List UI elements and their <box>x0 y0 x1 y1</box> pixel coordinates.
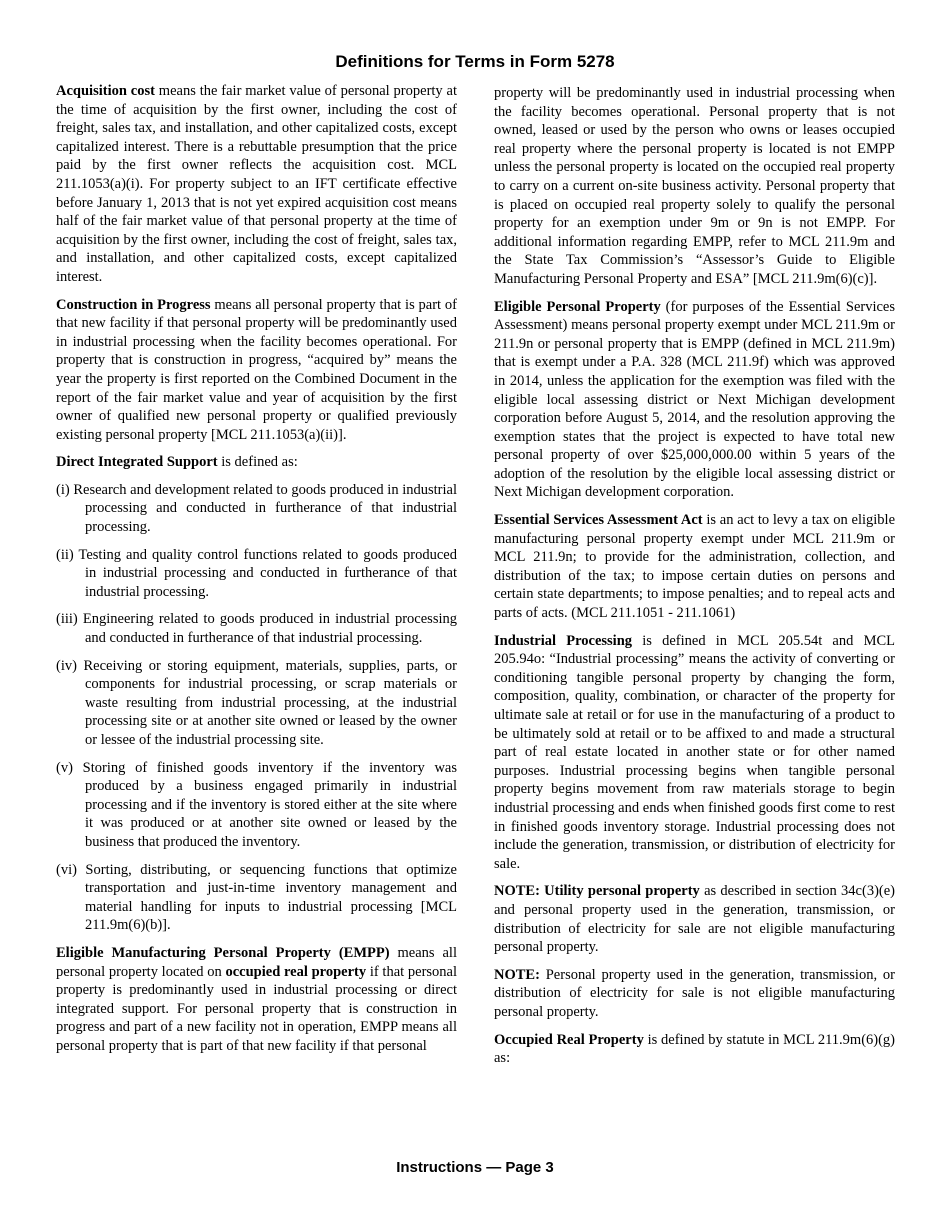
list-item: (i) Research and development related to goods produced in industrial processing and conducted in furtherance of that industrial processing. <box>56 481 457 536</box>
note-utility-term: NOTE: Utility personal property <box>494 883 700 900</box>
note-text: as described in section 34c(3)(e) and personal property used in the generation, transmission, or distribution of electricity for sale are not eligible manufacturing personal property. <box>494 883 895 956</box>
definition-occupied-real-property <box>494 1031 895 1068</box>
note-text: Personal property used in the generation, transmission, or distribution of electricity for sale is not eligible manufacturing personal property. <box>494 966 895 1020</box>
term-eligible-personal-property: Eligible Personal Property <box>494 298 661 315</box>
definition-text: is defined by statute in MCL 211.9m(6)(g) as: <box>494 1031 896 1067</box>
definition-text: (for purposes of the Essential Services Assessment) means personal property exempt under MCL 211.9m or 211.9n or personal property that is EMPP (defined in MCL 211.9m) that is exempt under a P.A. 328 (MCL 211.9f) which was approved in 2014, unless the application for the exemption was filed with the eligible local assessing district or Next Michigan development corporation before August 5, 2014, and the resolution approving the exemption states that the project is expected to have total new personal property of over $25,000,000.00 within 5 years of the adoption of the resolution by the eligible local assessing district or Next Michigan development corporation. <box>494 298 895 501</box>
definition-direct-integrated-support <box>56 453 457 472</box>
right-column <box>494 84 895 1077</box>
list-item: (iii) Engineering related to goods produced in industrial processing and conducted in furtherance of that industrial processing. <box>56 611 457 647</box>
definition-eligible-personal-property <box>494 298 895 503</box>
definition-text: means all personal property located on <box>56 944 457 980</box>
page-footer: Instructions — Page 3 <box>396 1159 554 1176</box>
term-occupied-real-property-inline: occupied real property <box>225 963 367 980</box>
note-personal-property <box>494 966 895 1022</box>
term-industrial-processing: Industrial Processing <box>494 632 633 649</box>
definition-text: means all personal property that is part of that new facility if that personal property will be predominantly used in industrial processing when the facility becomes operational. For property that is construction in progress, “acquired by” means the year the property is first reported on the Combined Document in the report of the fair market value and year of acquisition by the first owner of qualified new personal property or qualified previously existing personal property [MCL 211.1053(a)(ii)]. <box>56 296 457 443</box>
definition-industrial-processing <box>494 632 895 874</box>
definition-text: is defined in MCL 205.54t and MCL 205.94o: “Industrial processing” means the activity of converting or conditioning tangible personal property by changing the form, composition, quality, combination, or character of the property for ultimate sale at retail or for use in the manufacturing of a product to be ultimately sold at retail or to be affixed to and made a structural part of real estate located in another state or for other named purposes. Industrial processing begins when tangible personal property begins movement from raw materials storage to begin industrial processing and ends when finished goods first come to rest in finished goods inventory storage. Industrial processing does not include the generation, transmission, or distribution of electricity for sale. <box>494 632 895 872</box>
note-utility-personal-property <box>494 882 895 956</box>
list-item: (vi) Sorting, distributing, or sequencing functions that optimize transportation and just-in-time inventory management and material handling for inputs to industrial processing [MCL 211.9m(6)(b)]. <box>56 861 457 934</box>
note-label: NOTE: <box>494 966 540 983</box>
definition-text: is an act to levy a tax on eligible manufacturing personal property exempt under MCL 211.9m or MCL 211.9n; to provide for the administration, collection, and distribution of the tax; to impose certain duties on persons and certain state departments; to impose penalties; and to repeal acts and parts of acts. (MCL 211.1051 - 211.1061) <box>494 512 896 622</box>
definition-esa-act <box>494 511 895 623</box>
term-empp: Eligible Manufacturing Personal Property (EMPP) <box>56 944 390 961</box>
term-acquisition-cost: Acquisition cost <box>56 83 155 99</box>
definition-empp <box>56 944 457 1056</box>
definition-text: means the fair market value of personal property at the time of acquisition by the first owner, including the cost of freight, sales tax, and installation, and other capitalized costs, except capitalized interest. There is a rebuttable presumption that the price paid by the first owner reflects the acquisition cost. MCL 211.1053(a)(i). For property subject to an IFT certificate effective before January 1, 2013 that is not yet expired acquisition cost means half of the fair market value of that personal property at the time of acquisition by the first owner, including the cost of freight, sales tax, and installation, and other capitalized costs, except capitalized interest. <box>56 83 457 285</box>
page-title: Definitions for Terms in Form 5278 <box>335 52 615 71</box>
term-occupied-real-property: Occupied Real Property <box>494 1031 644 1048</box>
list-item: (iv) Receiving or storing equipment, materials, supplies, parts, or components for industrial processing, or scrap materials or waste resulting from industrial processing, at the industrial processing site or at another site owned or leased by the owner or lessee of the industrial processing site. <box>56 657 457 748</box>
definition-text: is defined as: <box>217 454 298 471</box>
definition-empp-continued: property will be predominantly used in industrial processing when the facility becomes operational. Personal property that is not owned, leased or used by the person who owns or leases occupied real property where the personal property is located is not EMPP unless the personal property is located on the occupied real property to carry on a current on-site business activity. Personal property that is placed on occupied real property solely to qualify the personal property for an exemption under 9m or 9n is not EMPP. For additional information regarding EMPP, refer to MCL 211.9m and the State Tax Commission’s “Assessor’s Guide to Eligible Manufacturing Personal Property and ESA” [MCL 211.9m(6)(c)]. <box>494 85 895 287</box>
term-esa-act: Essential Services Assessment Act <box>494 512 703 529</box>
list-item: (v) Storing of finished goods inventory if the inventory was produced by a business engaged primarily in industrial processing and if the inventory is stored either at the site where it was produced or at another site owned or leased by the business that produced the inventory. <box>56 759 457 850</box>
term-construction-in-progress: Construction in Progress <box>56 296 211 313</box>
definition-text: if that personal property is predominantly used in industrial processing or direct integrated support. For personal property that is construction in progress and part of a new facility not in operation, EMPP means all personal property that is part of that new facility if that personal <box>56 963 458 1054</box>
list-item: (ii) Testing and quality control functions related to goods produced in industrial processing and conducted in furtherance of that industrial processing. <box>56 546 457 600</box>
term-direct-integrated-support: Direct Integrated Support <box>56 454 218 471</box>
definition-acquisition-cost <box>56 82 457 287</box>
left-column <box>56 82 457 1065</box>
definition-construction-in-progress <box>56 296 457 445</box>
